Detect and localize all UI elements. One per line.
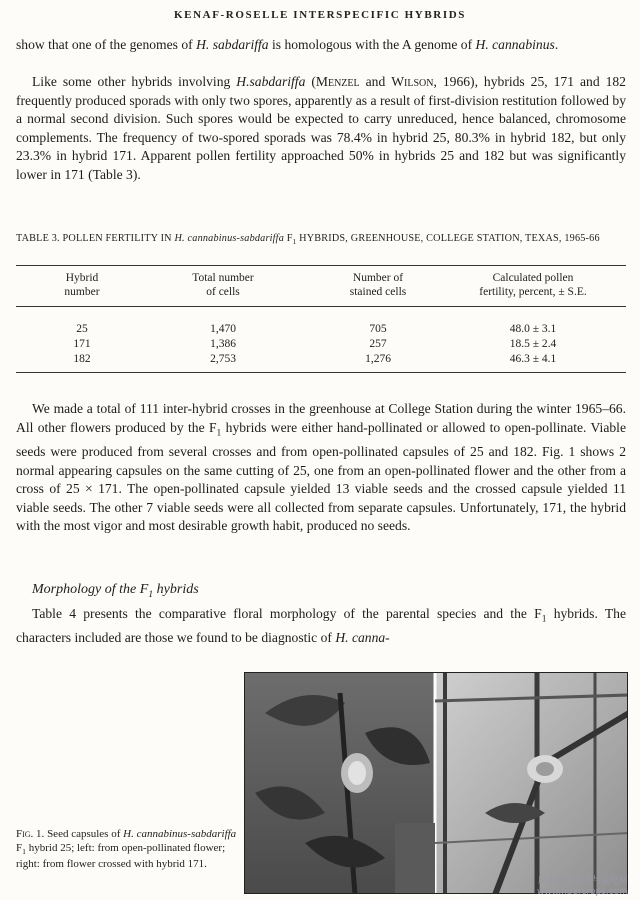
- table-caption: [16, 232, 626, 249]
- capsule-highlight: [348, 761, 366, 785]
- figure-caption: Fig. 1. Seed capsules of H. cannabinus-sabdariffa $F_1$ hybrid 25; left: from open-pollinated flower; right: from flower crossed with hybrid 171.: [16, 828, 237, 871]
- paragraph-genome: show that one of the genomes of H. sabdariffa is homologous with the A genome of H. cannabinus.: [16, 37, 559, 52]
- pot-shape: [395, 823, 435, 894]
- table-caption-label: TABLE 3.: [16, 233, 60, 244]
- table-top-rule: [16, 265, 626, 266]
- table-cell: 48.0 ± 3.1: [509, 323, 557, 335]
- seed-capsules-photo: [244, 672, 628, 894]
- section-heading: Morphology of the $F_1$ hybrids: [32, 582, 199, 600]
- paragraph-morphology: Table 4 presents the comparative floral morphology of the parental species and the $F_1$ hybrids. The characters included are those we found to be diagnostic of H. canna-: [16, 606, 626, 646]
- table-header-rule: [16, 306, 626, 307]
- table-cell: 2,753: [210, 353, 236, 365]
- running-head: KENAF-ROSELLE INTERSPECIFIC HYBRIDS: [174, 9, 466, 21]
- table-cell: 18.5 ± 2.4: [509, 338, 557, 350]
- header-stained-cells: Number of stained cells: [349, 272, 407, 298]
- header-pollen-fertility: Calculated pollen fertility, percent, ± S.E.: [479, 272, 587, 298]
- header-hybrid-number: Hybrid number: [64, 272, 100, 298]
- table-cell: 1,386: [210, 338, 236, 350]
- table-cell: 182: [73, 353, 91, 365]
- table-cell: 25: [76, 323, 88, 335]
- table-caption-text: POLLEN FERTILITY IN H. cannabinus-sabdariffa $F_1$ HYBRIDS, GREENHOUSE, COLLEGE STATION, TEXAS, 1965-66: [62, 233, 600, 247]
- paragraph-crosses: We made a total of 111 inter-hybrid crosses in the greenhouse at College Station during the winter 1965–66. All other flowers produced by the $F_1$ hybrids were either hand-pollinated or allowed to open-pollinate. Viable seeds were produced from several crosses and from open-pollinated capsules of 25 and 182. Fig. 1 shows 2 normal appearing capsules on the same cutting of 25, one from an open-pollinated flower and the other from a cross of 25 × 171. The open-pollinated capsule yielded 13 viable seeds and the crossed capsule yielded 11 viable seeds. The other 7 viable seeds were all collected from separate capsules. Unfortunately, 171, the hybrid with the most vigor and most desirable growth habit, produced no seeds.: [16, 401, 626, 534]
- watermark: 麻类作物营养与品吧网 www.fibercrops.com: [537, 876, 628, 897]
- header-total-cells: Total number of cells: [192, 272, 254, 298]
- table-cell: 705: [369, 323, 387, 335]
- table-cell: 1,470: [210, 323, 236, 335]
- table-bottom-rule: [16, 372, 626, 373]
- capsule-shadow: [536, 762, 554, 776]
- table-cell: 257: [369, 338, 387, 350]
- table-cell: 171: [73, 338, 91, 350]
- table-cell: 46.3 ± 4.1: [509, 353, 557, 365]
- right-photo-bg: [435, 673, 628, 894]
- table-cell: 1,276: [365, 353, 391, 365]
- paragraph-sporads: Like some other hybrids involving H.sabdariffa (Menzel and Wilson, 1966), hybrids 25, 171 and 182 frequently produced sporads with only two spores, apparently as a result of first-division restitution followed by a normal second division. Such spores would be expected to carry unreduced, hence balanced, chromosome complements. The frequency of two-spored sporads was 78.4% in hybrid 25, 80.3% in hybrid 182, but only 23.3% in hybrid 171. Apparent pollen fertility approached 50% in hybrids 25 and 182 but was significantly lower in 171 (Table 3).: [16, 74, 626, 182]
- photo-graphic: [245, 673, 628, 894]
